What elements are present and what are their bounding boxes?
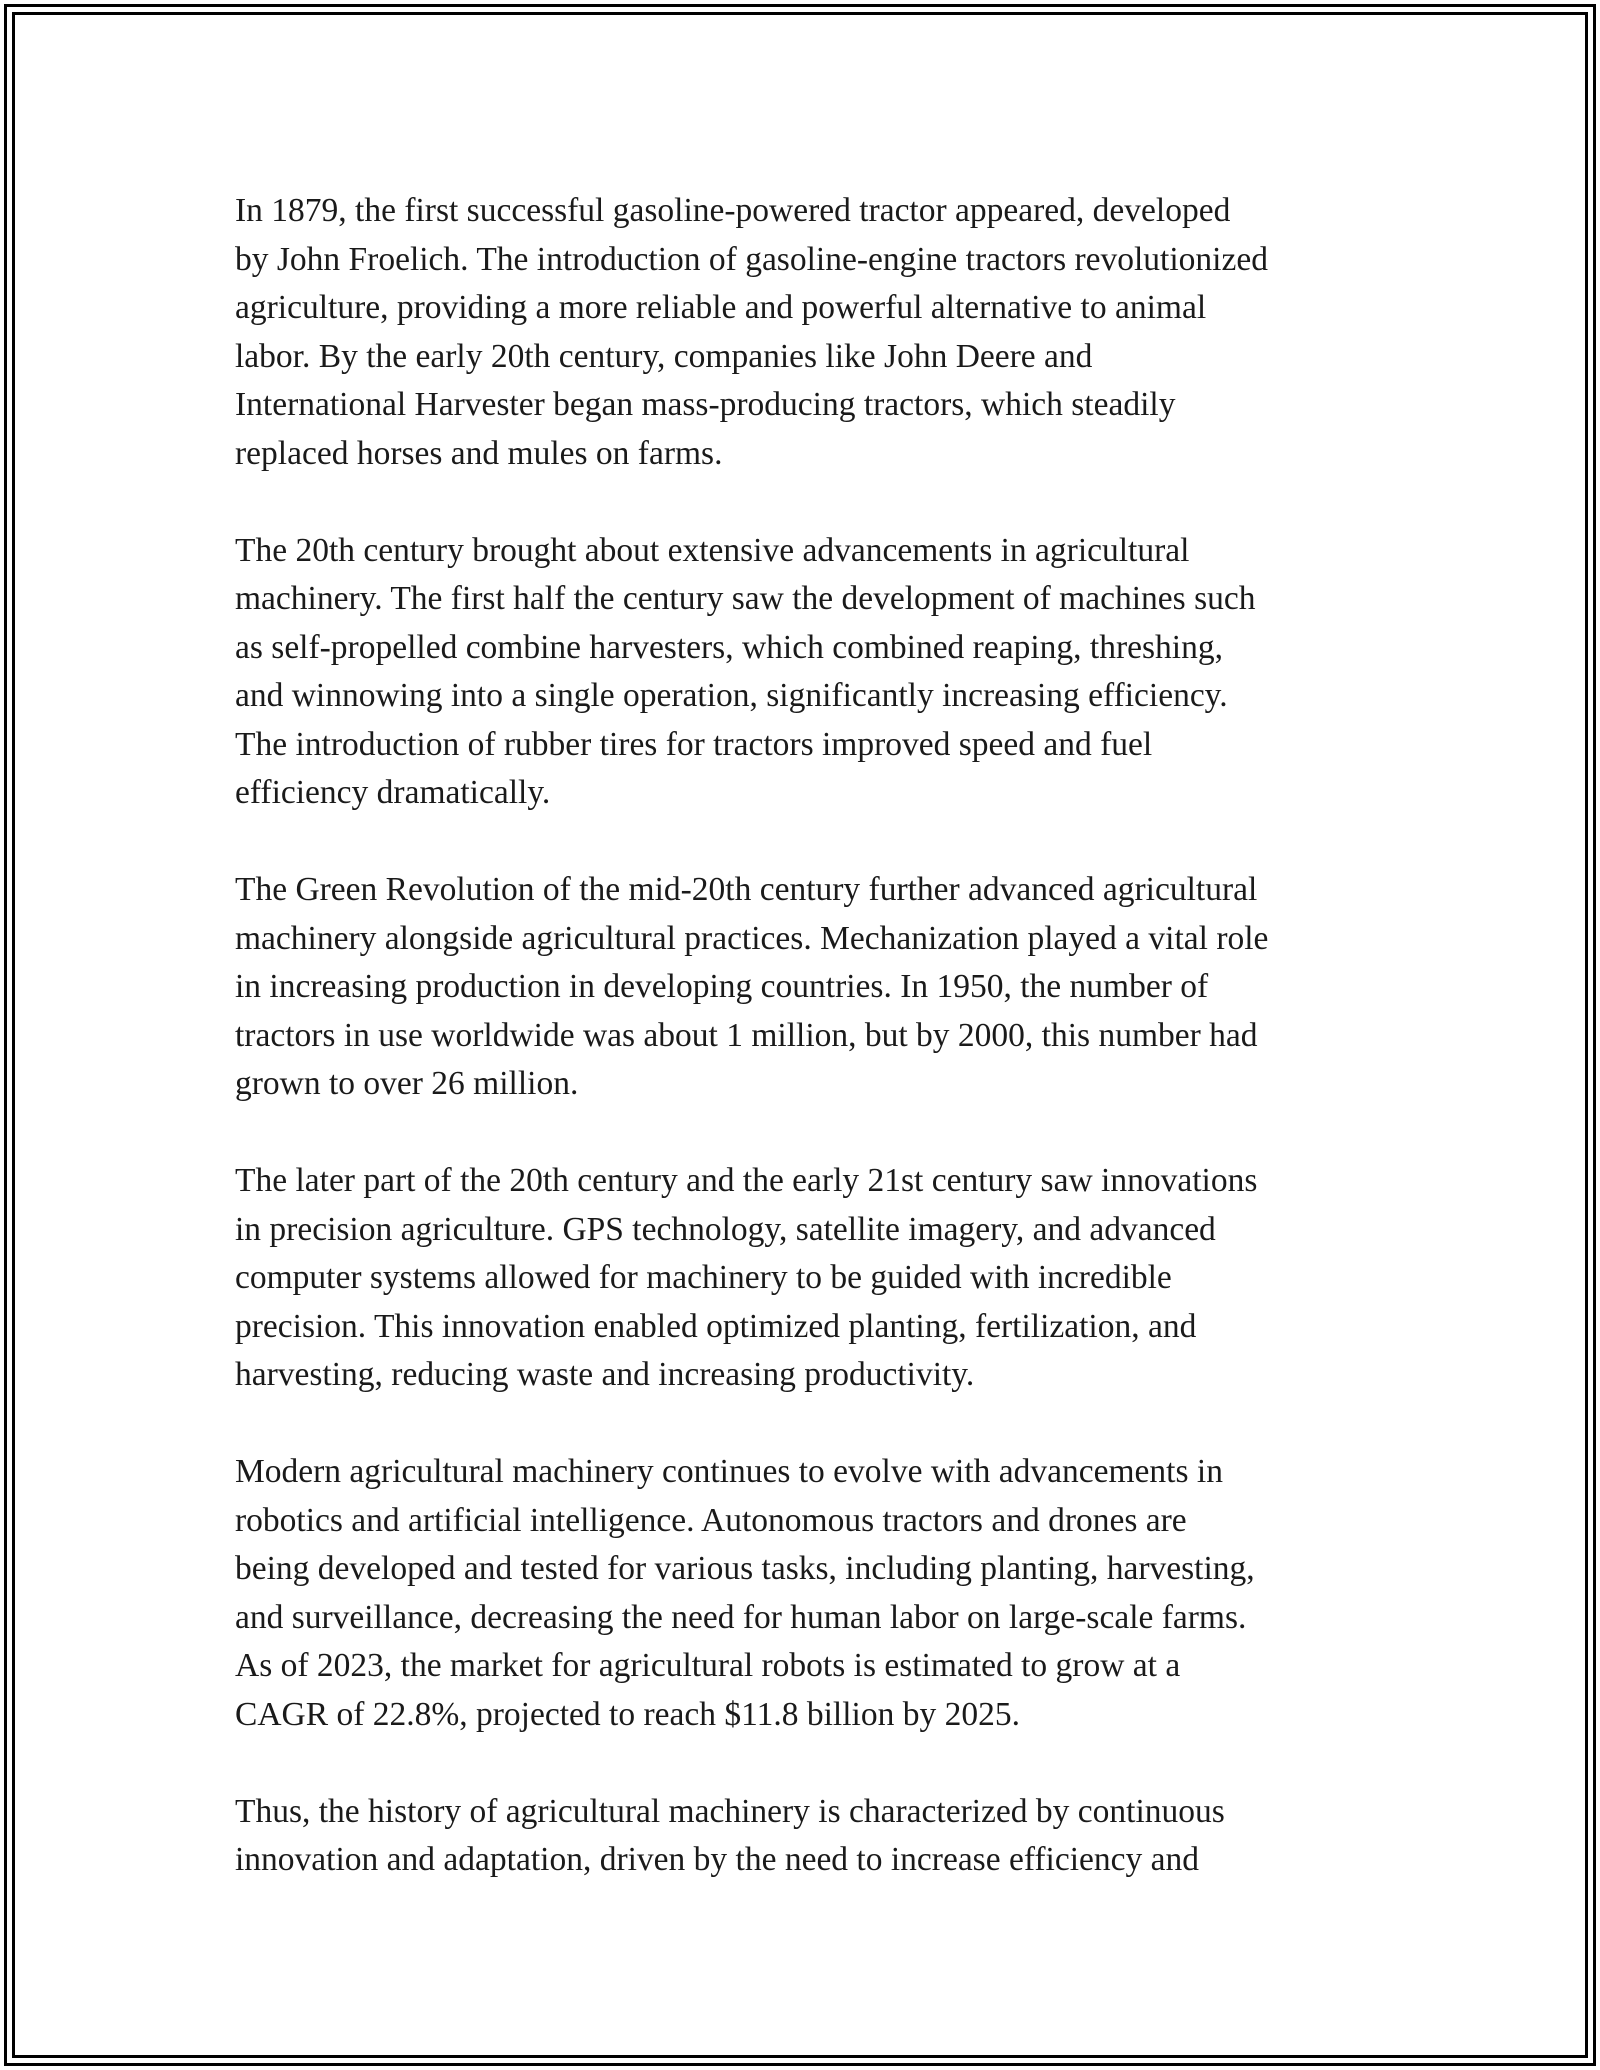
text-line: innovation and adaptation, driven by the need to increase efficiency and — [235, 1841, 1200, 1878]
text-line: robotics and artificial intelligence. Autonomous tractors and drones are — [235, 1501, 1187, 1539]
text-line: As of 2023, the market for agricultural robots is estimated to grow at a — [235, 1647, 1181, 1684]
document-body — [235, 187, 1375, 1933]
text-line: precision. This innovation enabled optimized planting, fertilization, and — [235, 1307, 1197, 1345]
text-line: and surveillance, decreasing the need for human labor on large-scale farms. — [235, 1598, 1247, 1636]
text-line: and winnowing into a single operation, significantly increasing efficiency. — [235, 677, 1228, 714]
text-line: machinery. The first half the century saw the development of machines such — [235, 580, 1256, 617]
text-line: Thus, the history of agricultural machinery is characterized by continuous — [235, 1792, 1225, 1830]
text-line: harvesting, reducing waste and increasing productivity. — [235, 1356, 975, 1393]
paragraph-conclusion — [235, 1788, 1375, 1885]
text-line: grown to over 26 million. — [235, 1065, 579, 1102]
paragraph-modern-robotics — [235, 1448, 1375, 1739]
text-line: in precision agriculture. GPS technology, satellite imagery, and advanced — [235, 1210, 1216, 1248]
text-line: agriculture, providing a more reliable and powerful alternative to animal — [235, 289, 1207, 326]
text-line: as self-propelled combine harvesters, which combined reaping, threshing, — [235, 628, 1223, 666]
text-line: The introduction of rubber tires for tractors improved speed and fuel — [235, 725, 1153, 763]
text-line: Modern agricultural machinery continues to evolve with advancements in — [235, 1453, 1223, 1490]
text-line: efficiency dramatically. — [235, 774, 551, 811]
text-line: The Green Revolution of the mid-20th century further advanced agricultural — [235, 871, 1258, 908]
text-line: The later part of the 20th century and the early 21st century saw innovations — [235, 1162, 1258, 1199]
paragraph-20th-century-advancements — [235, 527, 1375, 818]
text-line: tractors in use worldwide was about 1 million, but by 2000, this number had — [235, 1016, 1258, 1054]
text-line: machinery alongside agricultural practices. Mechanization played a vital role — [235, 919, 1269, 957]
text-line: in increasing production in developing countries. In 1950, the number of — [235, 968, 1209, 1005]
text-line: replaced horses and mules on farms. — [235, 434, 723, 472]
text-line: labor. By the early 20th century, companies like John Deere and — [235, 337, 1093, 375]
paragraph-precision-agriculture — [235, 1157, 1375, 1400]
text-line: CAGR of 22.8%, projected to reach $11.8 billion by 2025. — [235, 1695, 1020, 1733]
paragraph-green-revolution — [235, 866, 1375, 1109]
text-line: by John Froelich. The introduction of gasoline-engine tractors revolutionized — [235, 240, 1268, 278]
paragraph-first-gasoline-tractor — [235, 187, 1375, 478]
text-line: The 20th century brought about extensive advancements in agricultural — [235, 531, 1190, 569]
text-line: being developed and tested for various tasks, including planting, harvesting, — [235, 1550, 1255, 1587]
text-line: In 1879, the first successful gasoline-powered tractor appeared, developed — [235, 192, 1231, 229]
text-line: International Harvester began mass-producing tractors, which steadily — [235, 386, 1176, 423]
text-line: computer systems allowed for machinery to be guided with incredible — [235, 1259, 1172, 1296]
